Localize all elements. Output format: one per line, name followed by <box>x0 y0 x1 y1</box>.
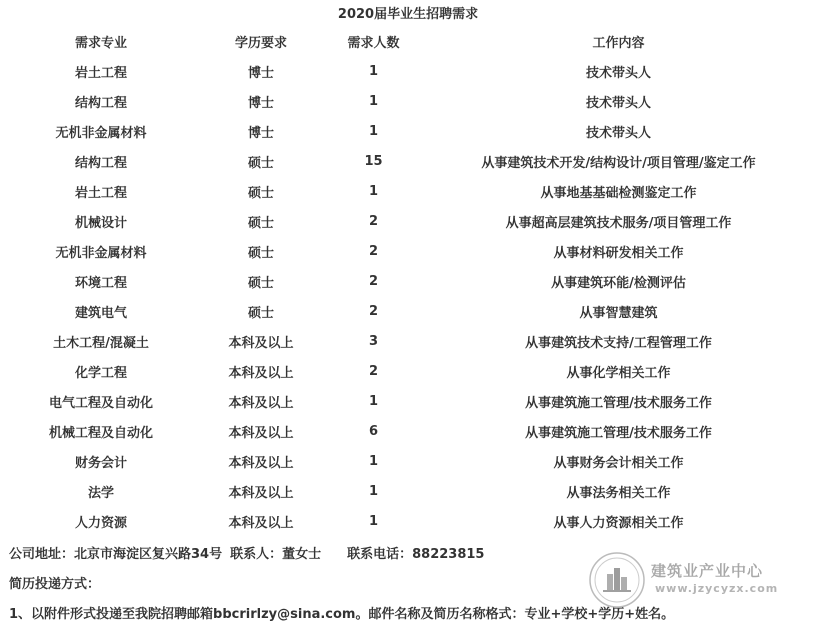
major-cell: 岩土工程 <box>74 65 127 81</box>
degree-cell: 博士 <box>247 65 274 81</box>
contact-line <box>9 543 484 562</box>
headcount-cell: 1 <box>368 63 379 79</box>
table-row <box>6 146 816 176</box>
degree-cell: 硕士 <box>247 185 274 201</box>
column-header: 需求专业 <box>74 35 127 51</box>
major-cell: 结构工程 <box>74 95 127 111</box>
headcount-cell: 15 <box>364 153 383 169</box>
major-cell: 人力资源 <box>74 515 127 531</box>
column-header: 需求人数 <box>347 35 400 51</box>
table-row <box>6 446 816 476</box>
headcount-cell: 2 <box>368 213 379 229</box>
table-row <box>6 206 816 236</box>
column-header: 工作内容 <box>592 35 645 51</box>
delivery-label: 简历投递方式： <box>9 577 101 592</box>
degree-cell: 硕士 <box>247 305 274 321</box>
degree-cell: 本科及以上 <box>228 335 294 351</box>
job-description-cell: 从事建筑技术支持/工程管理工作 <box>525 335 712 351</box>
degree-cell: 本科及以上 <box>228 395 294 411</box>
column-header: 学历要求 <box>234 35 287 51</box>
headcount-cell: 2 <box>368 303 379 319</box>
company-address: 公司地址：北京市海淀区复兴路34号 <box>9 547 223 562</box>
table-row <box>6 56 816 86</box>
job-description-cell: 从事智慧建筑 <box>579 305 658 321</box>
headcount-cell: 1 <box>368 393 379 409</box>
table-row <box>6 116 816 146</box>
job-description-cell: 技术带头人 <box>585 125 651 141</box>
headcount-cell: 6 <box>368 423 379 439</box>
major-cell: 岩土工程 <box>74 185 127 201</box>
headcount-cell: 1 <box>368 123 379 139</box>
job-description-cell: 从事建筑环能/检测评估 <box>551 275 686 291</box>
table-row <box>6 266 816 296</box>
recruitment-table <box>6 26 816 536</box>
table-row <box>6 236 816 266</box>
major-cell: 机械设计 <box>74 215 127 231</box>
degree-cell: 本科及以上 <box>228 455 294 471</box>
major-cell: 建筑电气 <box>74 305 127 321</box>
major-cell: 土木工程/混凝土 <box>53 335 149 351</box>
job-description-cell: 从事财务会计相关工作 <box>553 455 684 471</box>
headcount-cell: 2 <box>368 363 379 379</box>
job-description-cell: 从事法务相关工作 <box>566 485 671 501</box>
job-description-cell: 技术带头人 <box>585 65 651 81</box>
degree-cell: 硕士 <box>247 275 274 291</box>
major-cell: 无机非金属材料 <box>55 245 147 261</box>
major-cell: 化学工程 <box>74 365 127 381</box>
major-cell: 环境工程 <box>74 275 127 291</box>
major-cell: 财务会计 <box>74 455 127 471</box>
degree-cell: 硕士 <box>247 245 274 261</box>
degree-cell: 本科及以上 <box>228 485 294 501</box>
job-description-cell: 从事建筑施工管理/技术服务工作 <box>525 425 712 441</box>
major-cell: 机械工程及自动化 <box>48 425 153 441</box>
degree-cell: 本科及以上 <box>228 515 294 531</box>
table-row <box>6 476 816 506</box>
job-description-cell: 技术带头人 <box>585 95 651 111</box>
watermark-name: 建筑业产业中心 <box>651 562 764 580</box>
headcount-cell: 3 <box>368 333 379 349</box>
degree-cell: 本科及以上 <box>228 365 294 381</box>
degree-cell: 博士 <box>247 125 274 141</box>
table-row <box>6 296 816 326</box>
major-cell: 电气工程及自动化 <box>48 395 153 411</box>
major-cell: 无机非金属材料 <box>55 125 147 141</box>
page-title: 2020届毕业生招聘需求 <box>337 7 479 22</box>
job-description-cell: 从事人力资源相关工作 <box>553 515 684 531</box>
watermark <box>585 548 785 612</box>
headcount-cell: 1 <box>368 93 379 109</box>
headcount-cell: 1 <box>368 483 379 499</box>
degree-cell: 博士 <box>247 95 274 111</box>
major-cell: 法学 <box>87 485 114 501</box>
table-row <box>6 386 816 416</box>
job-description-cell: 从事地基基础检测鉴定工作 <box>540 185 697 201</box>
job-description-cell: 从事超高层建筑技术服务/项目管理工作 <box>505 215 732 231</box>
table-row <box>6 416 816 446</box>
table-row <box>6 356 816 386</box>
contact-phone: 联系电话：88223815 <box>347 547 485 562</box>
job-description-cell: 从事建筑施工管理/技术服务工作 <box>525 395 712 411</box>
table-row <box>6 506 816 536</box>
headcount-cell: 1 <box>368 183 379 199</box>
degree-cell: 硕士 <box>247 155 274 171</box>
headcount-cell: 2 <box>368 273 379 289</box>
table-row <box>6 86 816 116</box>
watermark-url: www.jzycyzx.com <box>655 582 779 595</box>
table-row <box>6 326 816 356</box>
table-header-row <box>6 26 816 56</box>
contact-person: 联系人：董女士 <box>230 547 322 562</box>
job-description-cell: 从事材料研发相关工作 <box>553 245 684 261</box>
job-description-cell: 从事建筑技术开发/结构设计/项目管理/鉴定工作 <box>481 155 756 171</box>
major-cell: 结构工程 <box>74 155 127 171</box>
degree-cell: 硕士 <box>247 215 274 231</box>
headcount-cell: 1 <box>368 453 379 469</box>
table-row <box>6 176 816 206</box>
job-description-cell: 从事化学相关工作 <box>566 365 671 381</box>
degree-cell: 本科及以上 <box>228 425 294 441</box>
seal-building-icon <box>585 548 649 612</box>
headcount-cell: 1 <box>368 513 379 529</box>
delivery-instruction: 1、以附件形式投递至我院招聘邮箱bbcrirlzy@sina.com。邮件名称及简历名称格式：专业+学校+学历+姓名。 <box>9 607 675 622</box>
headcount-cell: 2 <box>368 243 379 259</box>
